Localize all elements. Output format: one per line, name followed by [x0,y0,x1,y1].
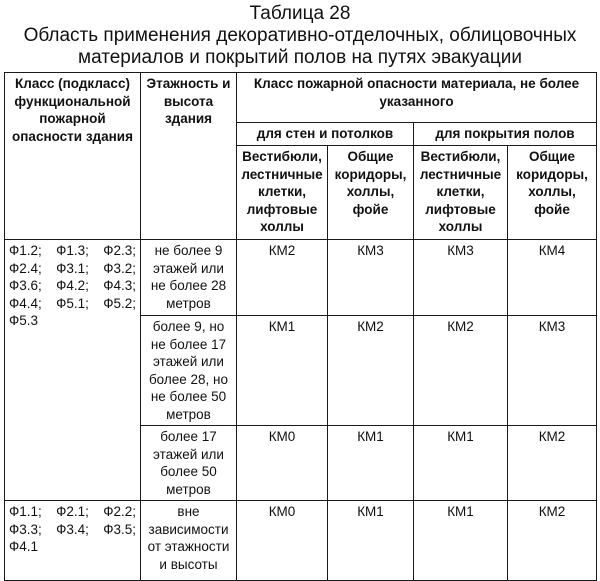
value-cell: КМ2 [237,240,328,316]
value-cell: КМ0 [237,501,328,581]
height-cell: более 17 этажей или более 50 метров [141,426,237,501]
header-walls-lobby: Вестибюли, лестничные клетки, лифтовые холлы [237,146,328,240]
class-cell: Ф1.1; Ф2.1; Ф2.2; Ф3.3; Ф3.4; Ф3.5; Ф4.1 [5,501,141,581]
value-cell: КМ1 [237,316,328,426]
value-cell: КМ2 [508,426,597,501]
table-row [5,501,597,581]
value-cell: КМ2 [508,501,597,581]
table-caption: Таблица 28 [249,3,351,24]
value-cell: КМ1 [328,426,414,501]
height-cell: не более 9 этажей или не более 28 метров [141,240,237,316]
table-title-line-1: Область применения декоративно-отделочных, облицовочных [23,25,577,46]
value-cell: КМ3 [328,240,414,316]
value-cell: КМ2 [414,316,508,426]
table-title-line-2: материалов и покрытий полов на путях эвакуации [78,47,522,68]
header-material-class: Класс пожарной опасности материала, не более указанного [237,73,597,123]
value-cell: КМ1 [414,501,508,581]
header-height-col: Этажность и высота здания [141,73,237,240]
header-floors: для покрытия полов [414,123,597,146]
value-cell: КМ4 [508,240,597,316]
height-cell: более 9, но не более 17 этажей или более 28, но не более 50 метров [141,316,237,426]
class-cell: Ф1.2; Ф1.3; Ф2.3; Ф2.4; Ф3.1; Ф3.2; Ф3.6; Ф4.2; Ф4.3; Ф4.4; Ф5.1; Ф5.2; Ф5.3 [5,240,141,501]
value-cell: КМ3 [414,240,508,316]
height-cell: вне зависимости от этажности и высоты [141,501,237,581]
header-floors-lobby: Вестибюли, лестничные клетки, лифтовые холлы [414,146,508,240]
header-floors-corridors: Общие коридоры, холлы, фойе [508,146,597,240]
value-cell: КМ2 [328,316,414,426]
header-walls-corridors: Общие коридоры, холлы, фойе [328,146,414,240]
value-cell: КМ0 [237,426,328,501]
table-row [5,240,597,316]
header-walls: для стен и потолков [237,123,414,146]
value-cell: КМ1 [328,501,414,581]
header-row-1 [5,73,597,123]
value-cell: КМ3 [508,316,597,426]
value-cell: КМ1 [414,426,508,501]
fire-class-table [4,72,597,581]
header-class-col: Класс (подкласс) функциональной пожарной опасности здания [5,73,141,240]
